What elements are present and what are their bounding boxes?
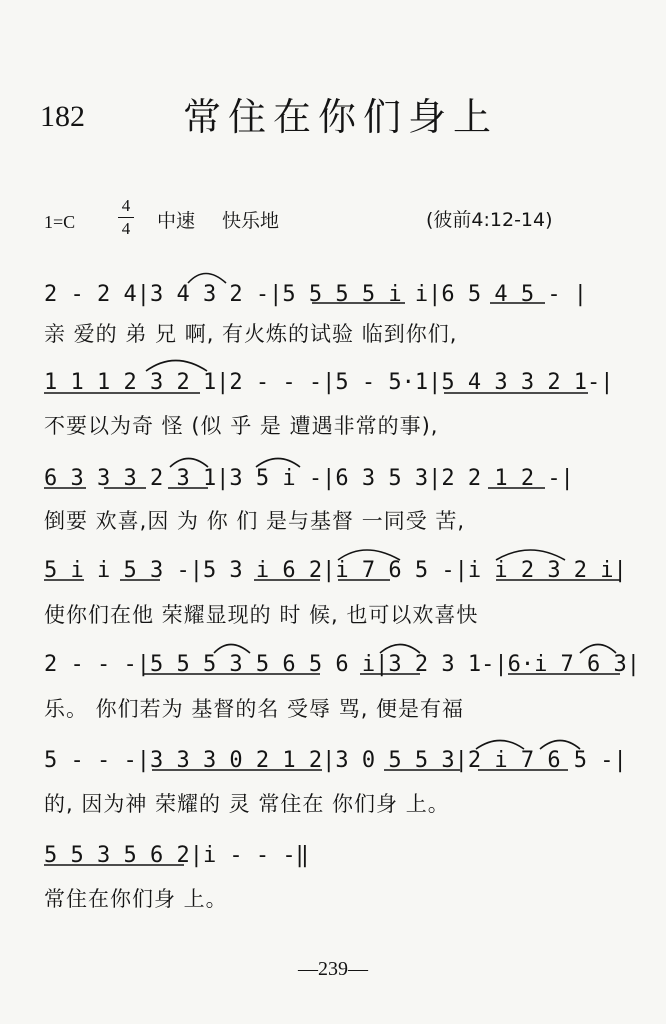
notation-line-3: 6 3 3 3 2 3 1|3 5 i -|6 3 5 3|2 2 1 2 -| — [44, 466, 574, 491]
page-number: —239— — [298, 958, 368, 980]
tie-arc — [580, 645, 616, 654]
scripture-reference: (彼前4:12-14) — [426, 209, 553, 231]
expression-marking: 快乐地 — [222, 210, 280, 232]
tie-arc — [380, 645, 420, 654]
tie-arc — [170, 459, 208, 468]
lyric-line-7: 常住在你们身 上。 — [44, 887, 228, 911]
hymn-number: 182 — [40, 100, 85, 133]
lyric-line-3: 倒要 欢喜,因 为 你 们 是与基督 一同受 苦, — [44, 509, 466, 533]
lyric-line-2: 不要以为奇 怪 (似 乎 是 遭遇非常的事), — [44, 414, 439, 438]
lyric-line-4: 使你们在他 荣耀显现的 时 候, 也可以欢喜快 — [44, 603, 479, 627]
tie-arc — [256, 459, 300, 468]
tie-arc — [338, 550, 400, 560]
lyric-line-1: 亲 爱的 弟 兄 啊, 有火炼的试验 临到你们, — [44, 322, 458, 346]
tie-arc — [188, 274, 226, 284]
key-signature: 1=C — [44, 212, 76, 232]
notation-line-4: 5 i i 5 3 -|5 3 i 6 2|i 7 6 5 -|i i 2 3 2 i| — [44, 558, 627, 583]
tie-arc — [214, 645, 250, 654]
lyric-line-6: 的, 因为神 荣耀的 灵 常住在 你们身 上。 — [44, 792, 450, 816]
tie-arc — [146, 361, 207, 372]
time-signature-top: 4 — [121, 196, 131, 215]
notation-line-5: 2 - - -|5 5 5 3 5 6 5 6 i|3 2 3 1-|6·i 7 6 3| — [44, 652, 641, 677]
lyric-line-5: 乐。 你们若为 基督的名 受辱 骂, 便是有福 — [44, 697, 465, 721]
tie-arc — [476, 741, 524, 750]
tie-arc — [540, 741, 580, 750]
tempo-marking: 中速 — [157, 210, 196, 232]
tie-arc — [496, 550, 565, 560]
notation-line-7: 5 5 3 5 6 2|i - - -‖ — [44, 843, 309, 868]
notation-line-1: 2 - 2 4|3 4 3 2 -|5 5 5 5 i i|6 5 4 5 - | — [44, 282, 588, 307]
time-signature-bottom: 4 — [121, 219, 131, 238]
hymn-title: 常住在你们身上 — [183, 95, 499, 139]
notation-line-2: 1 1 1 2 3 2 1|2 - - -|5 - 5·1|5 4 3 3 2 1-| — [44, 370, 614, 395]
notation-line-6: 5 - - -|3 3 3 0 2 1 2|3 0 5 5 3|2 i 7 6 5 -| — [44, 748, 627, 773]
